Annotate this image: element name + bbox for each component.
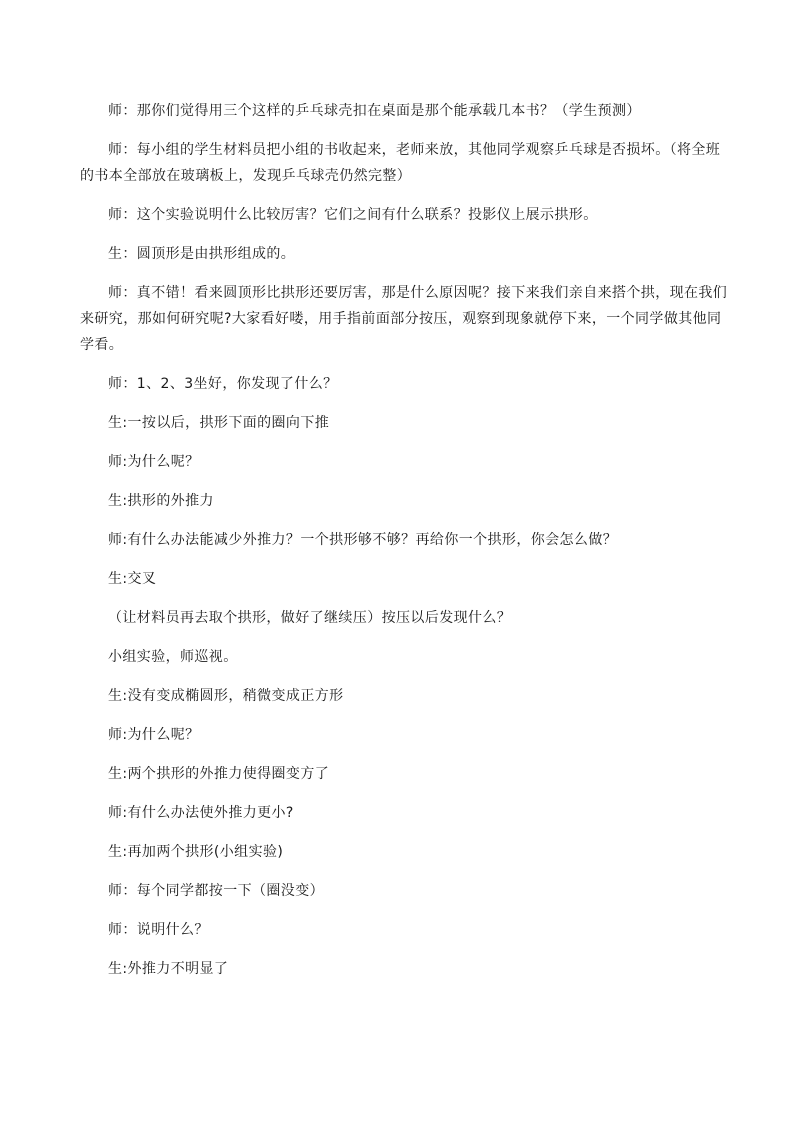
paragraph: 生：圆顶形是由拱形组成的。	[108, 246, 296, 262]
paragraph: 生:一按以后，拱形下面的圈向下推	[108, 415, 330, 431]
paragraph: 师:为什么呢？	[108, 454, 200, 470]
paragraph: 师：真不错！看来圆顶形比拱形还要厉害，那是什么原因呢？接下来我们亲自来搭个拱，现在我们来研究，那如何研究呢?大家看好喽，用手指前面部分按压，观察到现象就停下来，一个同学做其他同学看。	[80, 285, 728, 353]
paragraph: 师:有什么办法使外推力更小?	[108, 805, 294, 821]
paragraph: 生:拱形的外推力	[108, 493, 214, 509]
paragraph: 师：说明什么？	[108, 922, 209, 938]
paragraph: 师：每小组的学生材料员把小组的书收起来，老师来放，其他同学观察乒乓球是否损坏。（将全班的书本全部放在玻璃板上，发现乒乓球壳仍然完整）	[80, 142, 721, 184]
paragraph: 师：1、2、3坐好，你发现了什么？	[108, 376, 338, 392]
paragraph: 小组实验，师巡视。	[108, 649, 238, 665]
document-body	[80, 98, 730, 995]
paragraph: 生:两个拱形的外推力使得圈变方了	[108, 766, 330, 782]
paragraph: 师:为什么呢？	[108, 727, 200, 743]
paragraph: 师：那你们觉得用三个这样的乒乓球壳扣在桌面是那个能承载几本书？（学生预测）	[108, 103, 641, 119]
paragraph: 生:没有变成椭圆形，稍微变成正方形	[108, 688, 344, 704]
paragraph: 生:交叉	[108, 571, 157, 587]
paragraph: 生:再加两个拱形(小组实验)	[108, 844, 284, 860]
paragraph: 生:外推力不明显了	[108, 961, 229, 977]
paragraph: 师:有什么办法能减少外推力？一个拱形够不够？再给你一个拱形，你会怎么做？	[108, 532, 618, 548]
paragraph: 师：这个实验说明什么比较厉害？它们之间有什么联系？投影仪上展示拱形。	[108, 207, 598, 223]
paragraph: （让材料员再去取个拱形，做好了继续压）按压以后发现什么？	[108, 610, 512, 626]
paragraph: 师：每个同学都按一下（圈没变）	[108, 883, 324, 899]
